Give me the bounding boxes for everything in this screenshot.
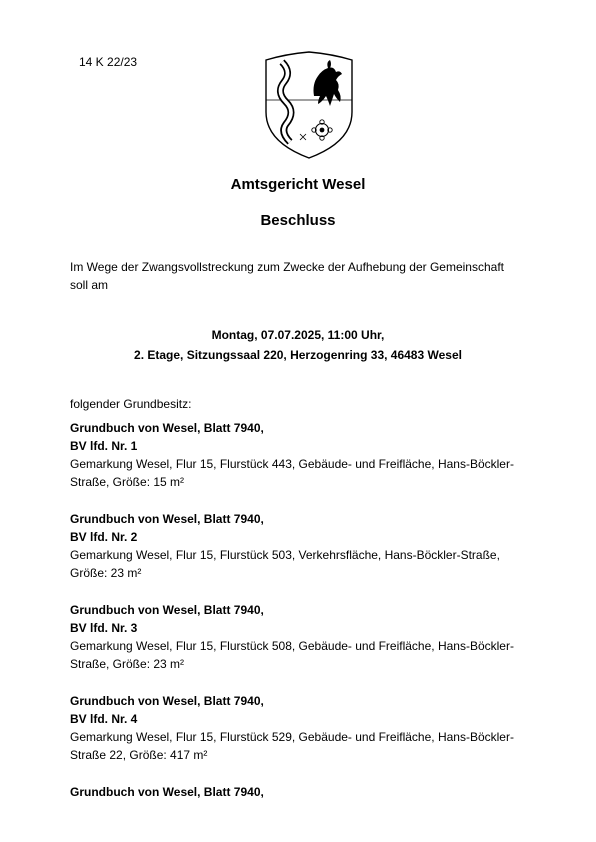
intro-line: Im Wege der Zwangsvollstreckung zum Zwecke der Aufhebung der Gemeinschaft (70, 260, 504, 274)
intro-paragraph (70, 258, 530, 294)
property-entry (70, 510, 540, 582)
inventory-number: BV lfd. Nr. 2 (70, 530, 138, 544)
inventory-number: BV lfd. Nr. 1 (70, 439, 138, 453)
land-register-reference: Grundbuch von Wesel, Blatt 7940, (70, 421, 264, 435)
property-entry (70, 692, 540, 764)
land-register-reference: Grundbuch von Wesel, Blatt 7940, (70, 694, 264, 708)
court-name: Amtsgericht Wesel (230, 176, 366, 193)
parcel-description: Straße 22, Größe: 417 m² (70, 748, 208, 762)
parcel-description: Straße, Größe: 23 m² (70, 657, 185, 671)
parcel-description: Größe: 23 m² (70, 566, 142, 580)
property-entry (70, 783, 540, 801)
appointment-block (0, 325, 596, 365)
land-register-reference: Grundbuch von Wesel, Blatt 7940, (70, 512, 264, 526)
parcel-description: Gemarkung Wesel, Flur 15, Flurstück 529, Gebäude- und Freifläche, Hans-Böckler- (70, 730, 514, 744)
parcel-description: Gemarkung Wesel, Flur 15, Flurstück 503, Verkehrsfläche, Hans-Böckler-Straße, (70, 548, 500, 562)
parcel-description: Straße, Größe: 15 m² (70, 475, 185, 489)
appointment-date-time: Montag, 07.07.2025, 11:00 Uhr, (211, 328, 385, 342)
document-title: Beschluss (260, 212, 336, 229)
property-lead: folgender Grundbesitz: (70, 397, 192, 411)
appointment-location: 2. Etage, Sitzungssaal 220, Herzogenring 33, 46483 Wesel (134, 348, 462, 362)
inventory-number: BV lfd. Nr. 3 (70, 621, 138, 635)
inventory-number: BV lfd. Nr. 4 (70, 712, 138, 726)
parcel-description: Gemarkung Wesel, Flur 15, Flurstück 443, Gebäude- und Freifläche, Hans-Böckler- (70, 457, 514, 471)
property-list (70, 419, 540, 820)
intro-line: soll am (70, 278, 109, 292)
land-register-reference: Grundbuch von Wesel, Blatt 7940, (70, 603, 264, 617)
land-register-reference: Grundbuch von Wesel, Blatt 7940, (70, 785, 264, 799)
nrw-coat-of-arms-icon (256, 50, 362, 162)
property-entry (70, 601, 540, 673)
case-number: 14 K 22/23 (79, 55, 138, 69)
parcel-description: Gemarkung Wesel, Flur 15, Flurstück 508, Gebäude- und Freifläche, Hans-Böckler- (70, 639, 514, 653)
property-entry (70, 419, 540, 491)
